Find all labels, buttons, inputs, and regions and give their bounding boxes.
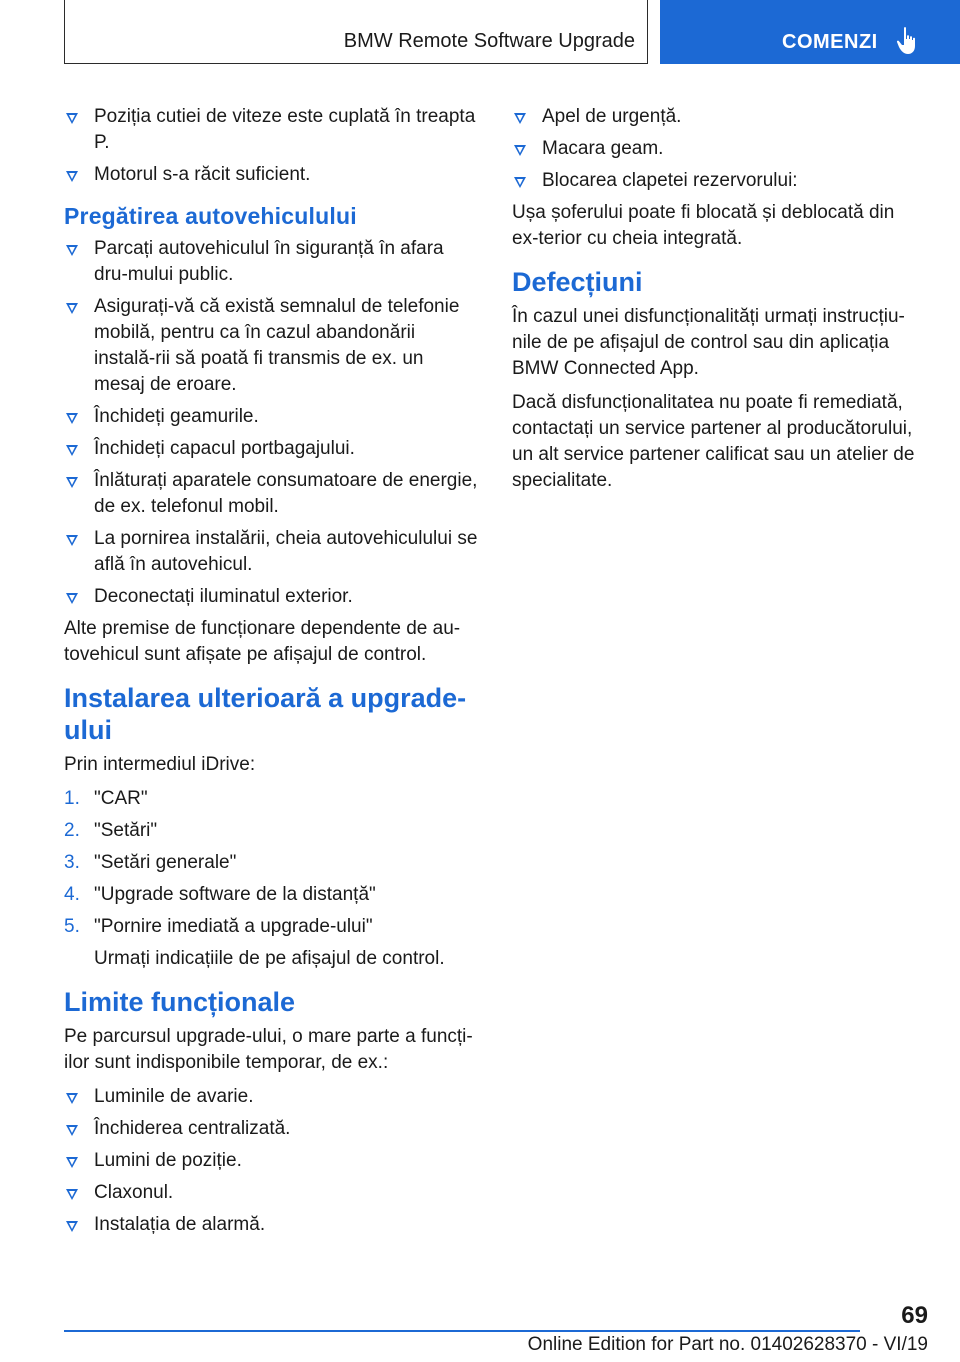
list-item-text: Instalația de alarmă. xyxy=(94,1214,266,1235)
footer-divider xyxy=(64,1330,860,1332)
step-number: 5. xyxy=(64,916,80,937)
triangle-bullet-icon xyxy=(66,303,78,314)
section-heading-faults: Defecțiuni xyxy=(512,267,643,297)
step-number: 1. xyxy=(64,788,80,809)
triangle-bullet-icon xyxy=(66,1093,78,1104)
list-item xyxy=(64,468,478,520)
section-heading-install: Instalarea ulterioară a upgrade-ului xyxy=(64,683,467,745)
list-item-text: Lumini de poziție. xyxy=(94,1150,242,1171)
list-item-text: Claxonul. xyxy=(94,1182,174,1203)
triangle-bullet-icon xyxy=(66,477,78,488)
triangle-bullet-icon xyxy=(66,171,78,182)
section-note: Alte premise de funcționare dependente de au-tovehicul sunt afișate pe afișajul de control. xyxy=(64,618,461,665)
list-item xyxy=(64,526,478,578)
list-item-text: Deconectați iluminatul exterior. xyxy=(94,586,353,607)
triangle-bullet-icon xyxy=(66,245,78,256)
list-item xyxy=(512,168,926,194)
list-item-text: La pornirea instalării, cheia autovehiculului se află în autovehicul. xyxy=(94,528,478,575)
header-title-box xyxy=(64,0,648,64)
list-item-text: Motorul s-a răcit suficient. xyxy=(94,164,311,185)
step-item xyxy=(64,882,478,908)
triangle-bullet-icon xyxy=(514,177,526,188)
section-heading-preparation: Pregătirea autovehiculului xyxy=(64,203,357,229)
step-item xyxy=(64,818,478,844)
triangle-bullet-icon xyxy=(514,145,526,156)
list-item xyxy=(64,104,478,156)
list-item-text: Blocarea clapetei rezervorului: xyxy=(542,170,798,191)
list-item-text: Luminile de avarie. xyxy=(94,1086,254,1107)
list-item xyxy=(512,104,926,130)
triangle-bullet-icon xyxy=(66,593,78,604)
chapter-tab[interactable] xyxy=(660,0,960,64)
list-item xyxy=(64,236,478,288)
list-item xyxy=(64,1084,478,1110)
triangle-bullet-icon xyxy=(66,1125,78,1136)
triangle-bullet-icon xyxy=(66,1157,78,1168)
step-item xyxy=(64,914,478,940)
paragraph: În cazul unei disfuncționalități urmați instrucțiu-nile de pe afișajul de control sau din aplicația BMW Connected App. xyxy=(512,306,905,379)
list-item-text: Macara geam. xyxy=(542,138,664,159)
section-intro: Pe parcursul upgrade-ului, o mare parte a funcți-ilor sunt indisponibile temporar, de ex.: xyxy=(64,1026,473,1073)
triangle-bullet-icon xyxy=(66,413,78,424)
list-item-text: Asigurați-vă că există semnalul de telefonie mobilă, pentru ca în cazul abandonării instală-rii să poată fi transmis de ex. un mesaj de eroare. xyxy=(94,296,460,395)
list-item-text: Închiderea centralizată. xyxy=(94,1118,291,1139)
triangle-bullet-icon xyxy=(66,445,78,456)
triangle-bullet-icon xyxy=(66,535,78,546)
list-item xyxy=(512,136,926,162)
section-heading-limits: Limite funcționale xyxy=(64,987,296,1017)
step-item xyxy=(64,786,478,812)
step-text: "Pornire imediată a upgrade-ului" xyxy=(94,916,373,937)
list-item xyxy=(64,404,478,430)
triangle-bullet-icon xyxy=(514,113,526,124)
triangle-bullet-icon xyxy=(66,1221,78,1232)
list-item xyxy=(64,1148,478,1174)
list-item-text: Parcați autovehiculul în siguranță în afara dru-mului public. xyxy=(94,238,444,285)
list-item xyxy=(64,436,478,462)
left-column xyxy=(64,104,478,1244)
list-item xyxy=(64,584,478,610)
step-note: Urmați indicațiile de pe afișajul de control. xyxy=(94,948,445,969)
right-column xyxy=(512,104,926,502)
pointing-hand-icon xyxy=(896,26,920,56)
list-item-text: Închideți capacul portbagajului. xyxy=(94,438,355,459)
section-note: Ușa șoferului poate fi blocată și deblocată din ex-terior cu cheia integrată. xyxy=(512,202,895,249)
step-text: "CAR" xyxy=(94,788,148,809)
section-intro: Prin intermediul iDrive: xyxy=(64,754,256,775)
step-number: 4. xyxy=(64,884,80,905)
step-text: "Upgrade software de la distanță" xyxy=(94,884,376,905)
triangle-bullet-icon xyxy=(66,1189,78,1200)
step-item xyxy=(64,850,478,876)
header-title: BMW Remote Software Upgrade xyxy=(343,30,635,52)
list-item-text: Închideți geamurile. xyxy=(94,406,259,427)
step-number: 2. xyxy=(64,820,80,841)
chapter-tab-label: COMENZI xyxy=(782,31,878,53)
step-text: "Setări" xyxy=(94,820,158,841)
step-text: "Setări generale" xyxy=(94,852,237,873)
list-item-text: Înlăturați aparatele consumatoare de energie, de ex. telefonul mobil. xyxy=(94,470,478,517)
footer-edition: Online Edition for Part no. 01402628370 - VI/19 xyxy=(527,1334,928,1355)
list-item xyxy=(64,1180,478,1206)
page-number: 69 xyxy=(901,1302,928,1329)
list-item xyxy=(64,162,478,188)
paragraph: Dacă disfuncționalitatea nu poate fi remediată, contactați un service partener al producătorului, un alt service partener calificat sau un atelier de specialitate. xyxy=(512,392,915,491)
list-item xyxy=(64,1212,478,1238)
list-item xyxy=(64,1116,478,1142)
list-item-text: Apel de urgență. xyxy=(542,106,682,127)
list-item-text: Poziția cutiei de viteze este cuplată în treapta P. xyxy=(94,106,476,153)
list-item xyxy=(64,294,478,398)
triangle-bullet-icon xyxy=(66,113,78,124)
step-number: 3. xyxy=(64,852,80,873)
